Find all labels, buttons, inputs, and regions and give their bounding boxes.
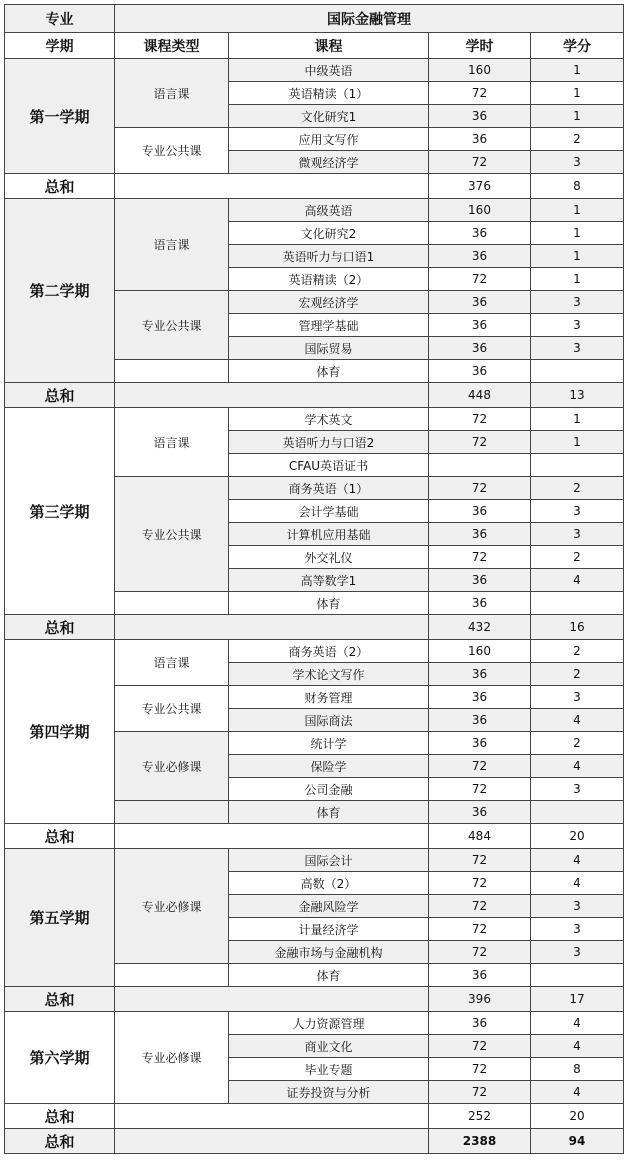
course-hours: 36 [429, 128, 531, 151]
col-term-header: 学期 [5, 33, 115, 59]
course-name: 财务管理 [229, 686, 429, 709]
course-hours: 36 [429, 245, 531, 268]
total-hours: 376 [429, 174, 531, 199]
course-name: 管理学基础 [229, 314, 429, 337]
course-name: 宏观经济学 [229, 291, 429, 314]
course-hours: 160 [429, 640, 531, 663]
course-hours: 72 [429, 895, 531, 918]
course-hours: 72 [429, 431, 531, 454]
course-credits: 3 [531, 941, 624, 964]
total-credits: 17 [531, 987, 624, 1012]
course-name: 体育 [229, 801, 429, 824]
course-hours: 72 [429, 1035, 531, 1058]
col-course-header: 课程 [229, 33, 429, 59]
course-name: 公司金融 [229, 778, 429, 801]
course-credits: 4 [531, 1081, 624, 1104]
course-hours: 72 [429, 477, 531, 500]
course-credits: 3 [531, 500, 624, 523]
course-credits: 3 [531, 686, 624, 709]
course-hours: 72 [429, 1081, 531, 1104]
table-row [5, 1012, 624, 1035]
course-type: 专业公共课 [115, 291, 229, 360]
total-label: 总和 [5, 824, 115, 849]
course-type: 语言课 [115, 640, 229, 686]
course-name: 计算机应用基础 [229, 523, 429, 546]
course-credits: 3 [531, 291, 624, 314]
course-credits: 1 [531, 245, 624, 268]
course-type: 专业必修课 [115, 732, 229, 801]
course-hours: 36 [429, 360, 531, 383]
course-credits: 1 [531, 82, 624, 105]
course-name: 高等数学1 [229, 569, 429, 592]
course-name: 保险学 [229, 755, 429, 778]
total-label: 总和 [5, 615, 115, 640]
total-label: 总和 [5, 383, 115, 408]
course-hours: 72 [429, 151, 531, 174]
course-credits: 4 [531, 709, 624, 732]
course-hours: 72 [429, 778, 531, 801]
course-type: 专业必修课 [115, 849, 229, 964]
course-credits: 4 [531, 872, 624, 895]
course-credits: 3 [531, 151, 624, 174]
course-credits [531, 964, 624, 987]
total-credits: 16 [531, 615, 624, 640]
course-name: 会计学基础 [229, 500, 429, 523]
course-credits: 2 [531, 732, 624, 755]
semester-name: 第四学期 [5, 640, 115, 824]
course-name: 文化研究1 [229, 105, 429, 128]
course-type: 语言课 [115, 59, 229, 128]
course-name: 体育 [229, 360, 429, 383]
course-name: 金融风险学 [229, 895, 429, 918]
course-credits: 1 [531, 59, 624, 82]
course-credits: 1 [531, 408, 624, 431]
major-label: 专业 [5, 5, 115, 33]
course-hours: 72 [429, 268, 531, 291]
course-hours: 72 [429, 82, 531, 105]
course-name: 体育 [229, 592, 429, 615]
table-row [5, 849, 624, 872]
total-hours: 484 [429, 824, 531, 849]
semester-name: 第二学期 [5, 199, 115, 383]
course-hours: 36 [429, 314, 531, 337]
course-name: 毕业专题 [229, 1058, 429, 1081]
course-credits: 3 [531, 523, 624, 546]
course-credits [531, 360, 624, 383]
course-name: 统计学 [229, 732, 429, 755]
course-credits: 4 [531, 1012, 624, 1035]
course-hours: 36 [429, 222, 531, 245]
semester-name: 第三学期 [5, 408, 115, 615]
course-name: 文化研究2 [229, 222, 429, 245]
course-hours [429, 454, 531, 477]
course-name: 外交礼仪 [229, 546, 429, 569]
course-credits: 4 [531, 569, 624, 592]
total-row [5, 383, 624, 408]
total-row [5, 824, 624, 849]
total-row [5, 615, 624, 640]
course-credits: 3 [531, 895, 624, 918]
course-hours: 160 [429, 199, 531, 222]
table-row [5, 640, 624, 663]
total-row [5, 174, 624, 199]
course-hours: 72 [429, 408, 531, 431]
course-hours: 36 [429, 523, 531, 546]
course-credits: 3 [531, 918, 624, 941]
course-name: CFAU英语证书 [229, 454, 429, 477]
total-row [5, 987, 624, 1012]
course-credits: 8 [531, 1058, 624, 1081]
major-value: 国际金融管理 [115, 5, 624, 33]
course-hours: 36 [429, 964, 531, 987]
total-label: 总和 [5, 987, 115, 1012]
course-credits: 3 [531, 314, 624, 337]
course-type: 专业公共课 [115, 128, 229, 174]
course-credits: 3 [531, 337, 624, 360]
course-name: 微观经济学 [229, 151, 429, 174]
total-credits: 20 [531, 824, 624, 849]
grand-total-row [5, 1129, 624, 1154]
course-credits: 3 [531, 778, 624, 801]
course-hours: 36 [429, 801, 531, 824]
course-name: 英语精读（1） [229, 82, 429, 105]
course-type: 语言课 [115, 199, 229, 291]
course-credits [531, 592, 624, 615]
total-hours: 252 [429, 1104, 531, 1129]
course-name: 计量经济学 [229, 918, 429, 941]
course-hours: 36 [429, 105, 531, 128]
course-hours: 72 [429, 755, 531, 778]
course-hours: 36 [429, 732, 531, 755]
course-name: 人力资源管理 [229, 1012, 429, 1035]
course-name: 高级英语 [229, 199, 429, 222]
grand-total-credits: 94 [531, 1129, 624, 1154]
course-credits: 2 [531, 546, 624, 569]
total-hours: 396 [429, 987, 531, 1012]
course-credits: 2 [531, 477, 624, 500]
course-credits: 2 [531, 640, 624, 663]
course-hours: 36 [429, 569, 531, 592]
course-name: 体育 [229, 964, 429, 987]
course-hours: 36 [429, 1012, 531, 1035]
course-name: 商业文化 [229, 1035, 429, 1058]
total-credits: 8 [531, 174, 624, 199]
grand-total-hours: 2388 [429, 1129, 531, 1154]
course-hours: 72 [429, 872, 531, 895]
course-type: 专业公共课 [115, 477, 229, 592]
col-type-header: 课程类型 [115, 33, 229, 59]
table-row [5, 408, 624, 431]
course-credits: 4 [531, 1035, 624, 1058]
course-credits: 1 [531, 105, 624, 128]
total-label: 总和 [5, 1104, 115, 1129]
semester-name: 第六学期 [5, 1012, 115, 1104]
semester-name: 第一学期 [5, 59, 115, 174]
course-name: 英语听力与口语1 [229, 245, 429, 268]
course-name: 英语听力与口语2 [229, 431, 429, 454]
total-label: 总和 [5, 174, 115, 199]
course-credits: 1 [531, 268, 624, 291]
course-name: 学术论文写作 [229, 663, 429, 686]
course-hours: 72 [429, 849, 531, 872]
curriculum-table [4, 4, 624, 1154]
course-hours: 72 [429, 546, 531, 569]
total-row [5, 1104, 624, 1129]
course-name: 商务英语（2） [229, 640, 429, 663]
table-row [5, 59, 624, 82]
course-type: 语言课 [115, 408, 229, 477]
course-name: 商务英语（1） [229, 477, 429, 500]
course-hours: 36 [429, 709, 531, 732]
total-credits: 20 [531, 1104, 624, 1129]
course-hours: 72 [429, 1058, 531, 1081]
course-credits [531, 801, 624, 824]
course-name: 应用文写作 [229, 128, 429, 151]
course-name: 国际商法 [229, 709, 429, 732]
course-credits: 2 [531, 663, 624, 686]
total-credits: 13 [531, 383, 624, 408]
course-hours: 160 [429, 59, 531, 82]
course-credits: 1 [531, 431, 624, 454]
course-credits: 1 [531, 199, 624, 222]
semester-name: 第五学期 [5, 849, 115, 987]
course-name: 中级英语 [229, 59, 429, 82]
table-row [5, 199, 624, 222]
course-name: 证券投资与分析 [229, 1081, 429, 1104]
course-name: 国际会计 [229, 849, 429, 872]
course-hours: 72 [429, 941, 531, 964]
course-type: 专业必修课 [115, 1012, 229, 1104]
course-name: 英语精读（2） [229, 268, 429, 291]
course-hours: 36 [429, 337, 531, 360]
grand-total-label: 总和 [5, 1129, 115, 1154]
course-hours: 36 [429, 663, 531, 686]
course-name: 高数（2） [229, 872, 429, 895]
total-hours: 432 [429, 615, 531, 640]
course-credits: 1 [531, 222, 624, 245]
course-hours: 36 [429, 686, 531, 709]
course-name: 学术英文 [229, 408, 429, 431]
course-type: 专业公共课 [115, 686, 229, 732]
total-hours: 448 [429, 383, 531, 408]
course-hours: 72 [429, 918, 531, 941]
course-hours: 36 [429, 291, 531, 314]
course-hours: 36 [429, 500, 531, 523]
course-credits [531, 454, 624, 477]
col-hours-header: 学时 [429, 33, 531, 59]
col-credits-header: 学分 [531, 33, 624, 59]
course-credits: 2 [531, 128, 624, 151]
course-name: 国际贸易 [229, 337, 429, 360]
course-name: 金融市场与金融机构 [229, 941, 429, 964]
course-hours: 36 [429, 592, 531, 615]
course-credits: 4 [531, 849, 624, 872]
course-credits: 4 [531, 755, 624, 778]
